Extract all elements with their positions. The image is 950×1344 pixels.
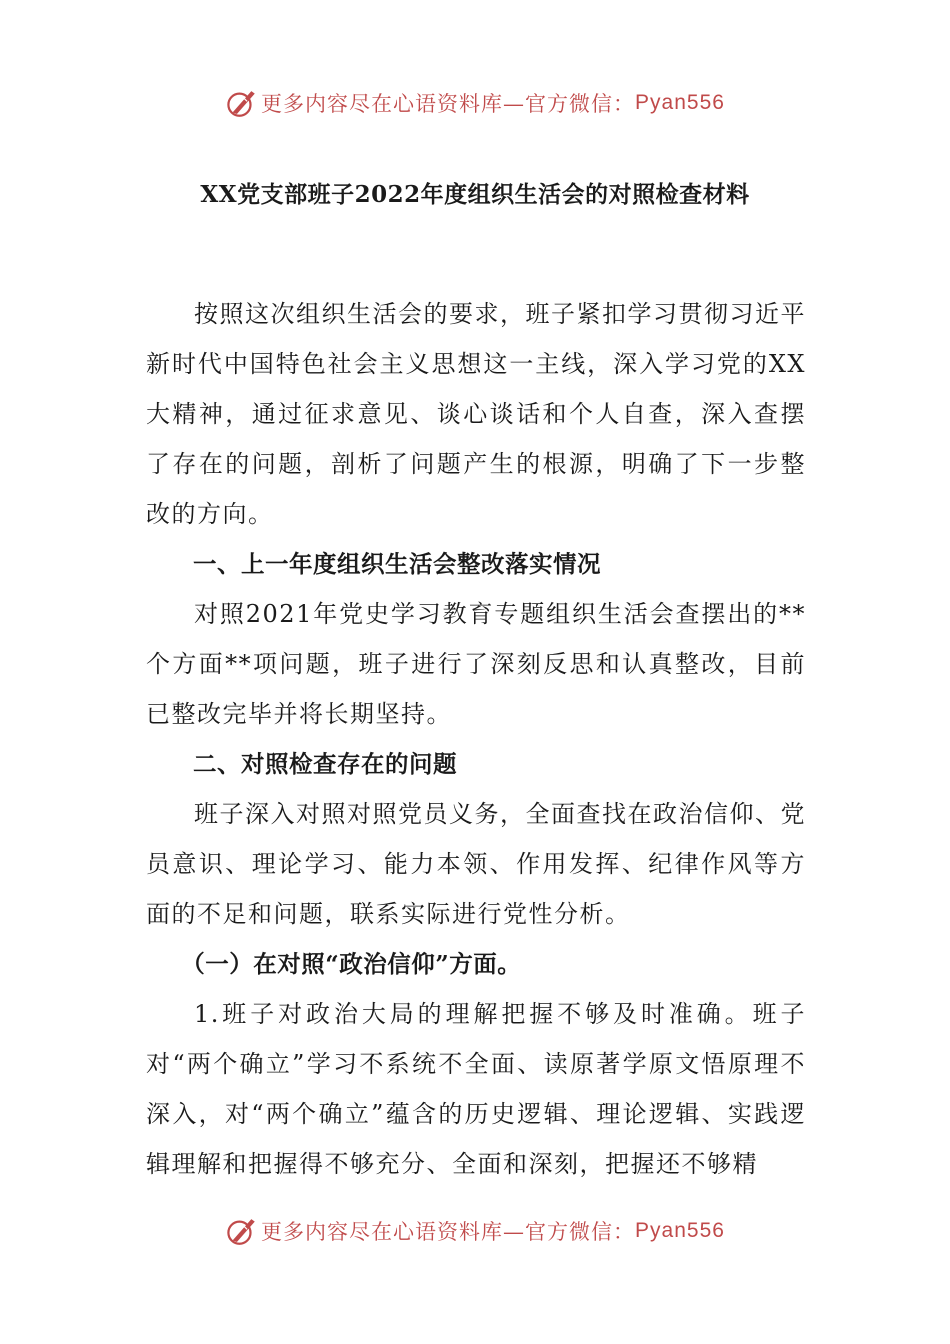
intro-paragraph: 按照这次组织生活会的要求，班子紧扣学习贯彻习近平新时代中国特色社会主义思想这一主线，深入学习党的XX大精神，通过征求意见、谈心谈话和个人自查，深入查摆了存在的问题，剖析了问题产生的根源，明确了下一步整改的方向。 [146,300,806,528]
section-2-heading: 二、对照检查存在的问题 [193,750,457,778]
watermark-wechat-id: Pyan556 [635,91,725,114]
quill-logo-icon [225,1214,259,1248]
subsection-1-heading: （一）在对照“政治信仰”方面。 [181,950,522,978]
section-1-heading: 一、上一年度组织生活会整改落实情况 [193,550,601,578]
document-title: XX党支部班子2022年度组织生活会的对照检查材料 [200,181,750,208]
section-2-paragraph: 班子深入对照对照党员义务，全面查找在政治信仰、党员意识、理论学习、能力本领、作用发挥、纪律作风等方面的不足和问题，联系实际进行党性分析。 [146,800,806,928]
watermark-header [0,83,950,123]
section-1-paragraph: 对照2021年党史学习教育专题组织生活会查摆出的**个方面**项问题，班子进行了深刻反思和认真整改，目前已整改完毕并将长期坚持。 [146,600,806,728]
watermark-text: 更多内容尽在心语资料库—官方微信： [261,92,636,116]
quill-logo-icon [225,86,259,120]
subsection-1-item-1: 1.班子对政治大局的理解把握不够及时准确。班子对“两个确立”学习不系统不全面、读原著学原文悟原理不深入，对“两个确立”蕴含的历史逻辑、理论逻辑、实践逻辑理解和把握得不够充分、全面和深刻，把握还不够精 [146,1000,806,1178]
watermark-text: 更多内容尽在心语资料库—官方微信： [261,1220,636,1244]
document-body [146,289,806,1189]
watermark-footer [0,1211,950,1251]
watermark-wechat-id: Pyan556 [635,1219,725,1242]
